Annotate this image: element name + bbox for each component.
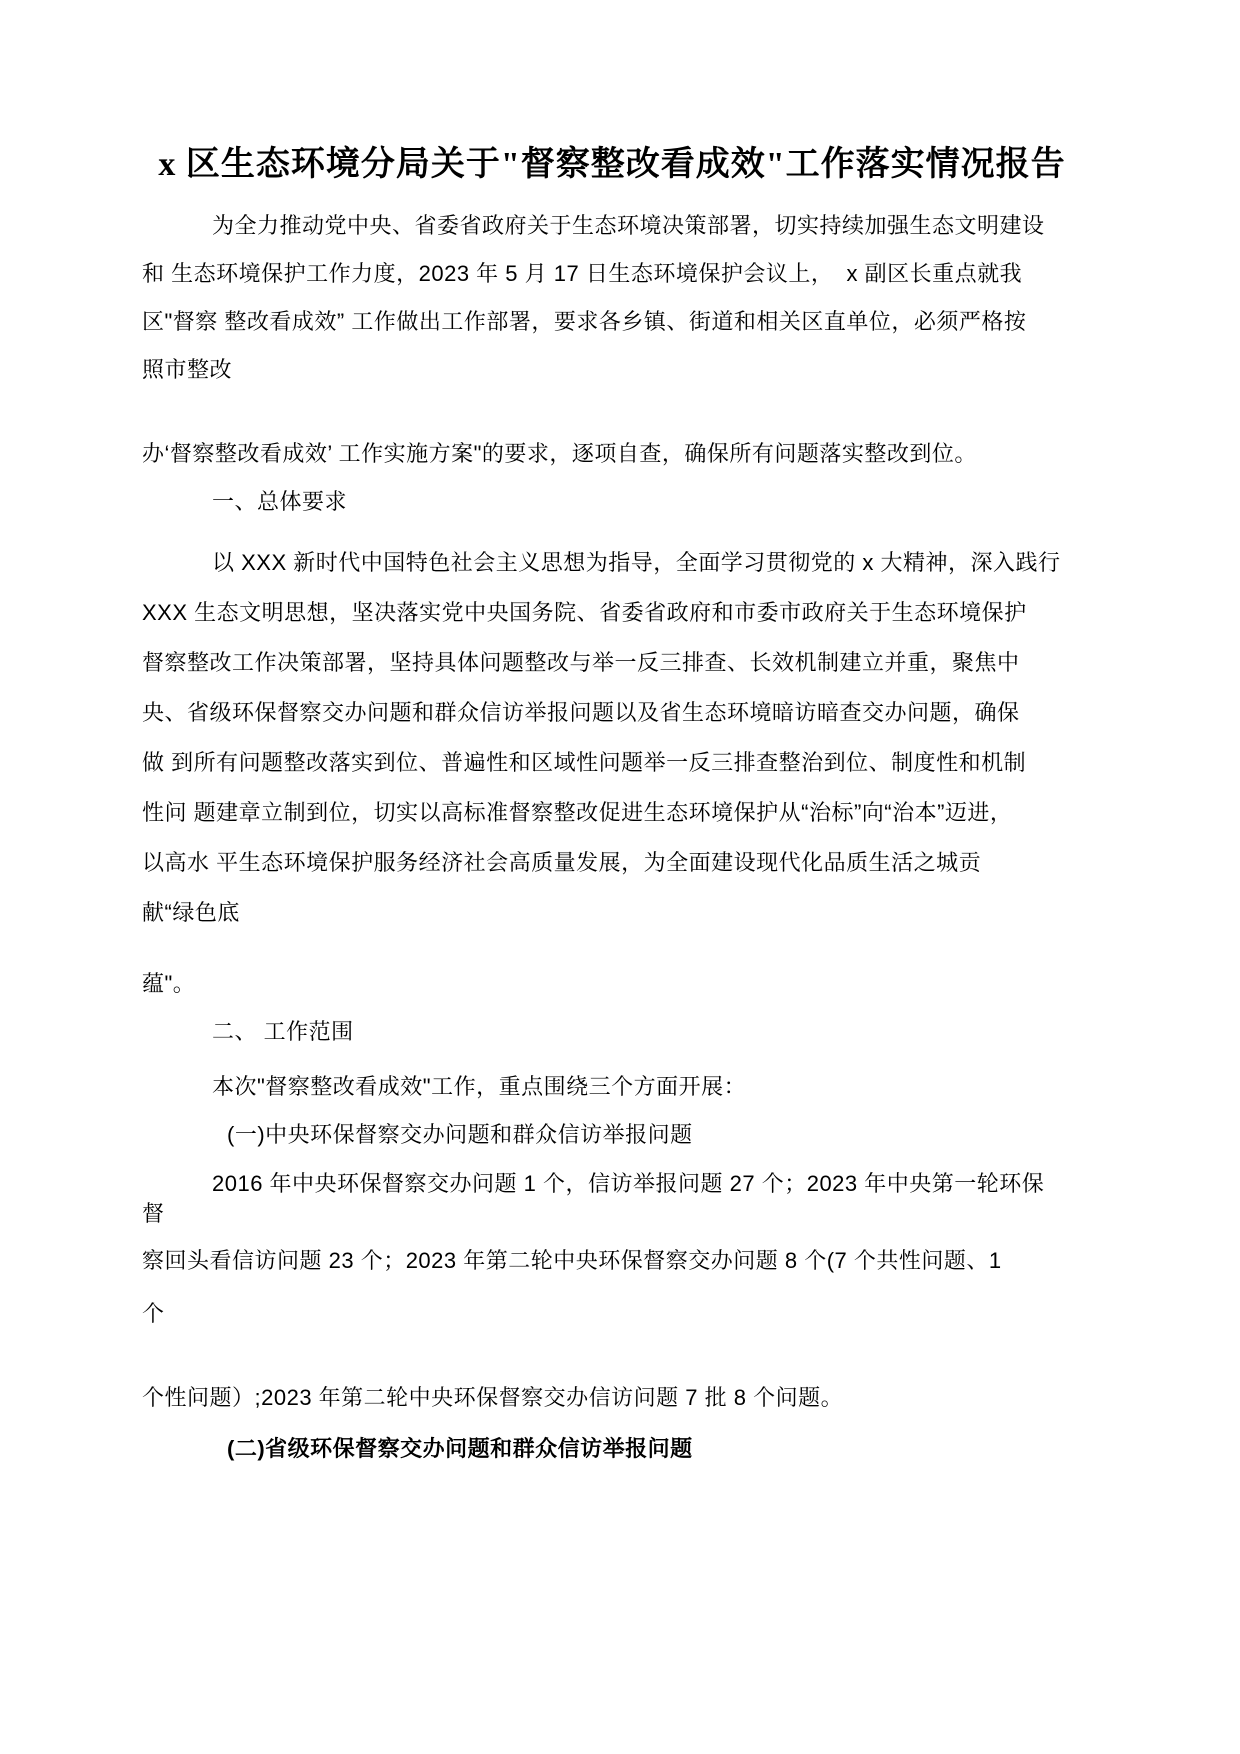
paragraph-line: 为全力推动党中央、省委省政府关于生态环境决策部署，切实持续加强生态文明建设 (212, 213, 1045, 238)
paragraph-line: 2016 年中央环保督察交办问题 1 个，信访举报问题 27 个；2023 年中央第一轮环保 (212, 1171, 1045, 1196)
paragraph-line: 督 (142, 1201, 165, 1226)
paragraph-line: 本次"督察整改看成效"工作，重点围绕三个方面开展： (212, 1074, 747, 1099)
paragraph-line: 性问 题建章立制到位，切实以高标准督察整改促进生态环境保护从“治标”向“治本”迈进， (142, 800, 1013, 825)
paragraph-line: 蕴"。 (142, 971, 196, 996)
paragraph-line: 照市整改 (142, 357, 233, 382)
paragraph-line: 察回头看信访问题 23 个；2023 年第二轮中央环保督察交办问题 8 个(7 个共性问题、1 (142, 1248, 1002, 1273)
paragraph-line: XXX 生态文明思想，坚决落实党中央国务院、省委省政府和市委市政府关于生态环境保护 (142, 600, 1027, 625)
subsection-heading-central: (一)中央环保督察交办问题和群众信访举报问题 (227, 1122, 693, 1147)
paragraph-line: 和 生态环境保护工作力度，2023 年 5 月 17 日生态环境保护会议上， x 副区长重点就我 (142, 261, 1023, 286)
paragraph-line: 督察整改工作决策部署，坚持具体问题整改与举一反三排查、长效机制建立并重，聚焦中 (142, 650, 1020, 675)
paragraph-line: 做 到所有问题整改落实到位、普遍性和区域性问题举一反三排查整治到位、制度性和机制 (142, 750, 1027, 775)
paragraph-line: 以 XXX 新时代中国特色社会主义思想为指导，全面学习贯彻党的 x 大精神，深入践行 (212, 550, 1061, 575)
paragraph-line: 办‘督察整改看成效’ 工作实施方案"的要求，逐项自查，确保所有问题落实整改到位。 (142, 441, 977, 466)
subsection-heading-provincial: (二)省级环保督察交办问题和群众信访举报问题 (227, 1436, 693, 1461)
paragraph-line: 个 (142, 1301, 165, 1326)
paragraph-line: 区"督察 整改看成效” 工作做出工作部署，要求各乡镇、街道和相关区直单位，必须严格按 (142, 309, 1027, 334)
section-heading-two: 二、 工作范围 (212, 1019, 354, 1044)
section-heading-one: 一、总体要求 (212, 489, 348, 514)
paragraph-line: 央、省级环保督察交办问题和群众信访举报问题以及省生态环境暗访暗查交办问题，确保 (142, 700, 1020, 725)
document-content (142, 0, 1082, 1473)
document-title: x 区生态环境分局关于"督察整改看成效"工作落实情况报告 (158, 146, 1066, 183)
paragraph-line: 献“绿色底 (142, 900, 240, 925)
paragraph-line: 个性问题）;2023 年第二轮中央环保督察交办信访问题 7 批 8 个问题。 (142, 1385, 844, 1410)
paragraph-line: 以高水 平生态环境保护服务经济社会高质量发展，为全面建设现代化品质生活之城贡 (142, 850, 982, 875)
